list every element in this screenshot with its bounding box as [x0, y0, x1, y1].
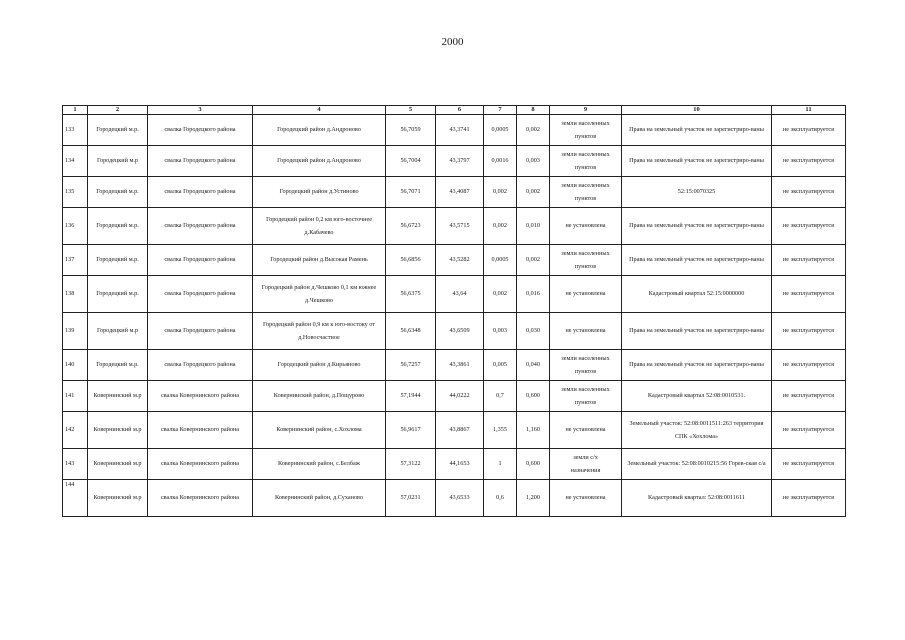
cell-land-category-line: земли населенных: [561, 249, 610, 257]
cell-status: не эксплуатируется: [772, 350, 846, 381]
cell-location-line: Ковернинский район, д.Суханово: [274, 494, 364, 502]
cell-number: 136: [63, 208, 88, 245]
cell-volume: 0,016: [517, 276, 550, 313]
cell-location: [253, 381, 386, 412]
cell-longitude: 43,5282: [436, 245, 484, 276]
cell-longitude: 43,6509: [436, 313, 484, 350]
cell-object-type: свалка Городецкого района: [148, 208, 253, 245]
cell-land-rights: [622, 412, 772, 449]
column-header: 2: [88, 106, 148, 115]
cell-land-category: [550, 449, 622, 480]
cell-land-category-line: земли с/х: [573, 453, 598, 461]
column-header: 9: [550, 106, 622, 115]
cell-district: Городецкий м.р.: [88, 177, 148, 208]
cell-district: Ковернинский м.р: [88, 480, 148, 517]
cell-area: 0,0005: [484, 245, 517, 276]
cell-land-category: [550, 350, 622, 381]
cell-land-category-line: назначения: [570, 466, 601, 474]
cell-land-category-line: не установлена: [565, 494, 606, 502]
column-header: 10: [622, 106, 772, 115]
column-header: 5: [386, 106, 436, 115]
cell-longitude: 43,3741: [436, 115, 484, 146]
cell-number: 138: [63, 276, 88, 313]
cell-number: 139: [63, 313, 88, 350]
cell-number: 140: [63, 350, 88, 381]
cell-number: 134: [63, 146, 88, 177]
cell-volume: 0,030: [517, 313, 550, 350]
column-header: 6: [436, 106, 484, 115]
cell-volume: 0,002: [517, 245, 550, 276]
cell-location-line: Городецкий район д.Устиново: [279, 188, 359, 196]
table-row: [63, 381, 846, 412]
cell-location-line: Городецкий район д.Андроново: [277, 157, 361, 165]
cell-land-category-line: пунктов: [574, 398, 597, 406]
table-row: [63, 313, 846, 350]
cell-number: 144: [63, 480, 88, 517]
cell-land-rights-line: Земельный участок: 52:08:0011511:263 территория: [629, 419, 764, 427]
cell-latitude: 56,6856: [386, 245, 436, 276]
column-header: 11: [772, 106, 846, 115]
cell-land-rights-line: Права на земельный участок не зарегистриро-ваны: [629, 327, 764, 335]
cell-area: 0,002: [484, 208, 517, 245]
column-header: 1: [63, 106, 88, 115]
cell-volume: 0,003: [517, 146, 550, 177]
cell-location: [253, 208, 386, 245]
cell-volume: 1,160: [517, 412, 550, 449]
cell-location: [253, 115, 386, 146]
cell-land-rights-line: Права на земельный участок не зарегистриро-ваны: [629, 157, 764, 165]
column-header: 3: [148, 106, 253, 115]
cell-location: [253, 177, 386, 208]
cell-district: Городецкий м.р: [88, 313, 148, 350]
cell-status: не эксплуатируется: [772, 449, 846, 480]
cell-land-category: [550, 480, 622, 517]
cell-district: Ковернинский м.р: [88, 412, 148, 449]
cell-number: 143: [63, 449, 88, 480]
cell-district: Городецкий м.р.: [88, 208, 148, 245]
cell-land-category: [550, 245, 622, 276]
cell-object-type: свалка Городецкого района: [148, 177, 253, 208]
cell-status: не эксплуатируется: [772, 480, 846, 517]
cell-volume: 0,600: [517, 381, 550, 412]
column-header: 8: [517, 106, 550, 115]
cell-area: 0,002: [484, 276, 517, 313]
cell-land-rights: [622, 177, 772, 208]
landfill-register-table: [62, 105, 846, 517]
cell-area: 0,6: [484, 480, 517, 517]
cell-object-type: свалка Городецкого района: [148, 146, 253, 177]
cell-status: не эксплуатируется: [772, 146, 846, 177]
cell-location: [253, 350, 386, 381]
cell-status: не эксплуатируется: [772, 276, 846, 313]
cell-land-rights: [622, 449, 772, 480]
cell-land-rights: [622, 313, 772, 350]
cell-object-type: свалка Городецкого района: [148, 350, 253, 381]
cell-volume: 0,002: [517, 177, 550, 208]
cell-latitude: 56,6723: [386, 208, 436, 245]
cell-area: 0,7: [484, 381, 517, 412]
cell-land-category-line: не установлена: [565, 426, 606, 434]
cell-object-type: свалка Городецкого района: [148, 276, 253, 313]
cell-status: не эксплуатируется: [772, 412, 846, 449]
cell-status: не эксплуатируется: [772, 115, 846, 146]
cell-location: [253, 245, 386, 276]
cell-location-line: Городецкий район д.Андроново: [277, 126, 361, 134]
cell-latitude: 56,7071: [386, 177, 436, 208]
cell-area: 1: [484, 449, 517, 480]
cell-longitude: 43,3861: [436, 350, 484, 381]
cell-object-type: свалка Городецкого района: [148, 245, 253, 276]
cell-land-category-line: земли населенных: [561, 119, 610, 127]
cell-location: [253, 480, 386, 517]
cell-land-category-line: не установлена: [565, 222, 606, 230]
cell-land-category: [550, 381, 622, 412]
cell-latitude: 56,7059: [386, 115, 436, 146]
cell-number: 141: [63, 381, 88, 412]
header-row: [63, 106, 846, 115]
cell-land-rights: [622, 276, 772, 313]
cell-land-category: [550, 208, 622, 245]
cell-area: 0,002: [484, 177, 517, 208]
cell-number: 135: [63, 177, 88, 208]
cell-land-rights-line: СПК «Хохлома»: [674, 432, 719, 440]
cell-longitude: 44,1653: [436, 449, 484, 480]
cell-latitude: 56,6375: [386, 276, 436, 313]
column-header: 7: [484, 106, 517, 115]
cell-number: 137: [63, 245, 88, 276]
cell-land-category: [550, 276, 622, 313]
table-row: [63, 276, 846, 313]
cell-land-category: [550, 177, 622, 208]
cell-location: [253, 412, 386, 449]
cell-location-line: Городецкий район д.Кирьяново: [277, 361, 361, 369]
cell-location-line: д.Новосчастное: [298, 333, 340, 341]
cell-land-category-line: земли населенных: [561, 385, 610, 393]
cell-area: 0,0005: [484, 115, 517, 146]
table-row: [63, 208, 846, 245]
cell-district: Городецкий м.р: [88, 146, 148, 177]
cell-volume: 0,010: [517, 208, 550, 245]
table-row: [63, 449, 846, 480]
cell-land-rights: [622, 350, 772, 381]
cell-object-type: свалка Ковернинского района: [148, 381, 253, 412]
cell-volume: 0,600: [517, 449, 550, 480]
cell-location-line: Ковернинский район, д.Пощурово: [273, 392, 365, 400]
cell-latitude: 56,7257: [386, 350, 436, 381]
cell-land-category: [550, 146, 622, 177]
cell-volume: 1,200: [517, 480, 550, 517]
cell-latitude: 57,0231: [386, 480, 436, 517]
cell-area: 0,0016: [484, 146, 517, 177]
cell-latitude: 56,9617: [386, 412, 436, 449]
cell-longitude: 44,0222: [436, 381, 484, 412]
cell-location: [253, 276, 386, 313]
cell-number: 142: [63, 412, 88, 449]
cell-longitude: 43,6533: [436, 480, 484, 517]
cell-longitude: 43,8867: [436, 412, 484, 449]
cell-location-line: д.Кабачево: [304, 228, 334, 236]
cell-location-line: Ковернинский район, с.Белбаж: [278, 460, 360, 468]
cell-object-type: свалка Ковернинского района: [148, 449, 253, 480]
cell-land-rights: [622, 480, 772, 517]
cell-latitude: 56,6348: [386, 313, 436, 350]
cell-land-rights: [622, 146, 772, 177]
cell-volume: 0,002: [517, 115, 550, 146]
cell-land-category-line: не установлена: [565, 290, 606, 298]
cell-land-rights-line: Земельный участок: 52:08:0010215:56 Горев-ская с/а: [627, 460, 766, 468]
cell-location: [253, 146, 386, 177]
cell-land-category-line: пунктов: [574, 367, 597, 375]
cell-area: 0,003: [484, 313, 517, 350]
cell-land-rights-line: Кадастровый квартал 52:15:0000000: [648, 290, 745, 298]
page-title: 2000: [441, 36, 464, 48]
cell-latitude: 56,7004: [386, 146, 436, 177]
table-row: [63, 412, 846, 449]
cell-status: не эксплуатируется: [772, 208, 846, 245]
cell-land-rights-line: Права на земельный участок не зарегистриро-ваны: [629, 222, 764, 230]
cell-longitude: 43,3797: [436, 146, 484, 177]
cell-location: [253, 313, 386, 350]
cell-district: Ковернинский м.р: [88, 381, 148, 412]
cell-land-rights: [622, 208, 772, 245]
cell-object-type: свалка Городецкого района: [148, 115, 253, 146]
cell-longitude: 43,5715: [436, 208, 484, 245]
table-row: [63, 480, 846, 517]
cell-district: Городецкий м.р.: [88, 115, 148, 146]
cell-land-rights-line: Кадастровый квартал: 52:08:0011611: [648, 494, 745, 502]
cell-latitude: 57,3122: [386, 449, 436, 480]
cell-status: не эксплуатируется: [772, 245, 846, 276]
table-row: [63, 146, 846, 177]
cell-area: 0,005: [484, 350, 517, 381]
cell-location-line: Городецкий район д.Высокая Рамень: [270, 256, 368, 264]
table-row: [63, 115, 846, 146]
cell-longitude: 43,64: [436, 276, 484, 313]
cell-land-rights-line: Права на земельный участок не зарегистриро-ваны: [629, 126, 764, 134]
cell-location-line: Городецкий район 0,9 км к юго-востоку от: [263, 320, 375, 328]
cell-location: [253, 449, 386, 480]
cell-land-category-line: пунктов: [574, 194, 597, 202]
cell-location-line: Ковернинский район, с.Хохлома: [276, 426, 362, 434]
cell-land-category-line: не установлена: [565, 327, 606, 335]
cell-land-category: [550, 412, 622, 449]
cell-status: не эксплуатируется: [772, 313, 846, 350]
cell-longitude: 43,4087: [436, 177, 484, 208]
cell-land-category: [550, 115, 622, 146]
cell-area: 1,355: [484, 412, 517, 449]
column-header: 4: [253, 106, 386, 115]
cell-land-category: [550, 313, 622, 350]
cell-object-type: свалка Ковернинского района: [148, 412, 253, 449]
cell-land-category-line: пунктов: [574, 163, 597, 171]
cell-land-rights-line: Кадастровый квартал 52:08:0010531.: [647, 392, 746, 400]
cell-land-category-line: земли населенных: [561, 150, 610, 158]
cell-status: не эксплуатируется: [772, 381, 846, 412]
cell-district: Городецкий м.р.: [88, 245, 148, 276]
cell-land-rights-line: Права на земельный участок не зарегистриро-ваны: [629, 361, 764, 369]
cell-land-category-line: пунктов: [574, 262, 597, 270]
cell-location-line: д.Чешково: [305, 296, 333, 304]
cell-land-rights-line: Права на земельный участок не зарегистриро-ваны: [629, 256, 764, 264]
cell-land-rights: [622, 245, 772, 276]
table-row: [63, 350, 846, 381]
cell-volume: 0,040: [517, 350, 550, 381]
cell-land-category-line: земли населенных: [561, 354, 610, 362]
table-row: [63, 245, 846, 276]
cell-latitude: 57,1944: [386, 381, 436, 412]
table-row: [63, 177, 846, 208]
cell-object-type: свалка Ковернинского района: [148, 480, 253, 517]
cell-land-rights: [622, 381, 772, 412]
cell-land-category-line: земли населенных: [561, 181, 610, 189]
cell-district: Городецкий м.р.: [88, 350, 148, 381]
cell-land-rights-line: 52:15:0070325: [677, 188, 716, 196]
cell-location-line: Городецкий район д.Чешково 0,1 км южнее: [261, 283, 377, 291]
cell-number: 133: [63, 115, 88, 146]
cell-status: не эксплуатируется: [772, 177, 846, 208]
cell-location-line: Городецкий район 0,2 км юго-восточнее: [266, 215, 372, 223]
cell-land-rights: [622, 115, 772, 146]
cell-object-type: свалка Городецкого района: [148, 313, 253, 350]
cell-land-category-line: пунктов: [574, 132, 597, 140]
cell-district: Ковернинский м.р: [88, 449, 148, 480]
cell-district: Городецкий м.р.: [88, 276, 148, 313]
